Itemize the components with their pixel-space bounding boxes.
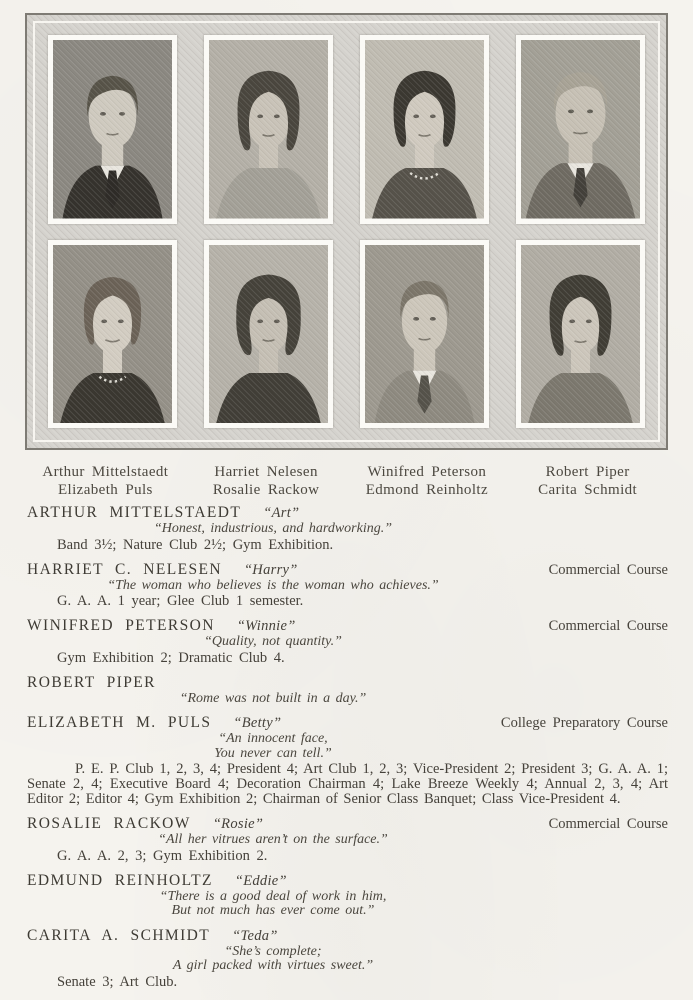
portrait-photo-harriet-nelesen [204, 35, 333, 224]
entry-quote-line: “There is a good deal of work in him, [159, 888, 387, 904]
portrait-photo-robert-piper [516, 35, 645, 224]
portrait-photo-carita-schmidt [516, 240, 645, 429]
entry-name: EDMUND REINHOLTZ [27, 871, 213, 889]
entry-name: ARTHUR MITTELSTAEDT [27, 504, 242, 521]
entry-activities: Gym Exhibition 2; Dramatic Club 4. [57, 649, 285, 666]
portrait-female-silhouette [521, 245, 640, 424]
entry-heading [27, 617, 668, 635]
portrait-male-silhouette [53, 40, 172, 219]
entry-quote-line: “An innocent face, [218, 731, 328, 746]
portrait-male-silhouette [521, 40, 640, 219]
caption-row-1 [25, 463, 668, 481]
senior-entry [27, 927, 668, 990]
caption-name: Robert Piper [545, 464, 630, 480]
entry-course: College Preparatory Course [500, 715, 668, 731]
entry-heading [27, 674, 668, 692]
entry-quote-line: A girl packed with virtues sweet.” [172, 958, 374, 973]
entry-name: ELIZABETH M. PULS [27, 714, 212, 731]
entry-heading [27, 504, 668, 522]
entry-nickname: “Betty” [233, 715, 282, 731]
portrait-photo-rosalie-rackow [204, 240, 333, 429]
entry-heading [27, 561, 668, 579]
entry-nickname: “Art” [263, 505, 300, 521]
senior-entry [27, 714, 668, 807]
senior-entry [27, 872, 668, 919]
entry-heading [27, 872, 668, 890]
entry-course: Commercial Course [548, 618, 668, 634]
entry-nickname: “Winnie” [236, 618, 296, 634]
portrait-female-silhouette [53, 245, 172, 424]
senior-entry [27, 617, 668, 666]
entry-course: Commercial Course [548, 816, 668, 832]
portrait-photo-edmond-reinholtz [360, 240, 489, 429]
entry-quote-line: “All her vitrues aren’t on the surface.” [158, 832, 388, 847]
entry-name: HARRIET C. NELESEN [27, 560, 222, 578]
entry-activities: G. A. A. 1 year; Glee Club 1 semester. [57, 593, 304, 609]
entry-quote-line: “Quality, not quantity.” [204, 634, 342, 649]
portrait-female-silhouette [209, 245, 328, 424]
entry-name: CARITA A. SCHMIDT [27, 926, 211, 944]
caption-name: Elizabeth Puls [57, 482, 153, 498]
entry-quote-line: “Rome was not built in a day.” [179, 690, 367, 706]
entry-quote-line: “She’s complete; [224, 943, 322, 959]
caption-row-2 [25, 481, 668, 499]
senior-entry [27, 815, 668, 864]
entry-heading [27, 927, 668, 945]
photo-captions [25, 463, 668, 499]
portrait-male-silhouette [365, 245, 484, 424]
caption-name: Edmond Reinholtz [365, 482, 489, 498]
portrait-female-silhouette [209, 40, 328, 219]
caption-name: Arthur Mittelstaedt [42, 464, 169, 480]
entry-nickname: “Teda” [232, 927, 278, 944]
caption-name: Harriet Nelesen [214, 464, 318, 480]
photo-plate-inner [33, 21, 660, 442]
entry-quote-line: “The woman who believes is the woman who achieves.” [107, 577, 439, 593]
caption-name: Carita Schmidt [538, 482, 638, 498]
entry-heading [27, 714, 668, 732]
entry-quote-line: “Honest, industrious, and hardworking.” [153, 521, 393, 536]
caption-name: Rosalie Rackow [212, 482, 320, 498]
portrait-female-silhouette [365, 40, 484, 219]
entry-quote-line: But not much has ever come out.” [171, 903, 375, 918]
entry-nickname: “Eddie” [234, 872, 287, 889]
entry-quote-line: You never can tell.” [214, 745, 332, 761]
entry-name: ROBERT PIPER [27, 673, 156, 691]
entry-course: Commercial Course [548, 561, 668, 578]
entry-name: ROSALIE RACKOW [27, 815, 191, 832]
entry-heading [27, 815, 668, 833]
portrait-photo-winifred-peterson [360, 35, 489, 224]
portrait-photo-elizabeth-puls [48, 240, 177, 429]
senior-entries [27, 504, 668, 998]
entry-activities: G. A. A. 2, 3; Gym Exhibition 2. [57, 847, 268, 864]
entry-activities: Senate 3; Art Club. [57, 973, 178, 990]
senior-entry [27, 561, 668, 610]
caption-name: Winifred Peterson [367, 464, 487, 480]
entry-activities: P. E. P. Club 1, 2, 3, 4; President 4; Art Club 1, 2, 3; Vice-President 2; President 3; G. A. A. 1; Senate 2, 4; Executive Board 4; Decoration Chairman 4; Lake Breeze Weekly 4; Annual 2, 3, 4; Art Editor 2; Editor 4; Gym Exhibition 2; Chairman of Senior Class Banquet; Class Vice-President 4. [27, 761, 668, 807]
entry-nickname: “Harry” [243, 561, 298, 578]
entry-name: WINIFRED PETERSON [27, 617, 215, 634]
entry-activities: Band 3½; Nature Club 2½; Gym Exhibition. [57, 536, 334, 553]
portrait-photo-arthur-mittelstaedt [48, 35, 177, 224]
senior-entry [27, 504, 668, 553]
senior-entry [27, 674, 668, 707]
entry-nickname: “Rosie” [212, 816, 264, 832]
photo-plate [25, 13, 668, 450]
